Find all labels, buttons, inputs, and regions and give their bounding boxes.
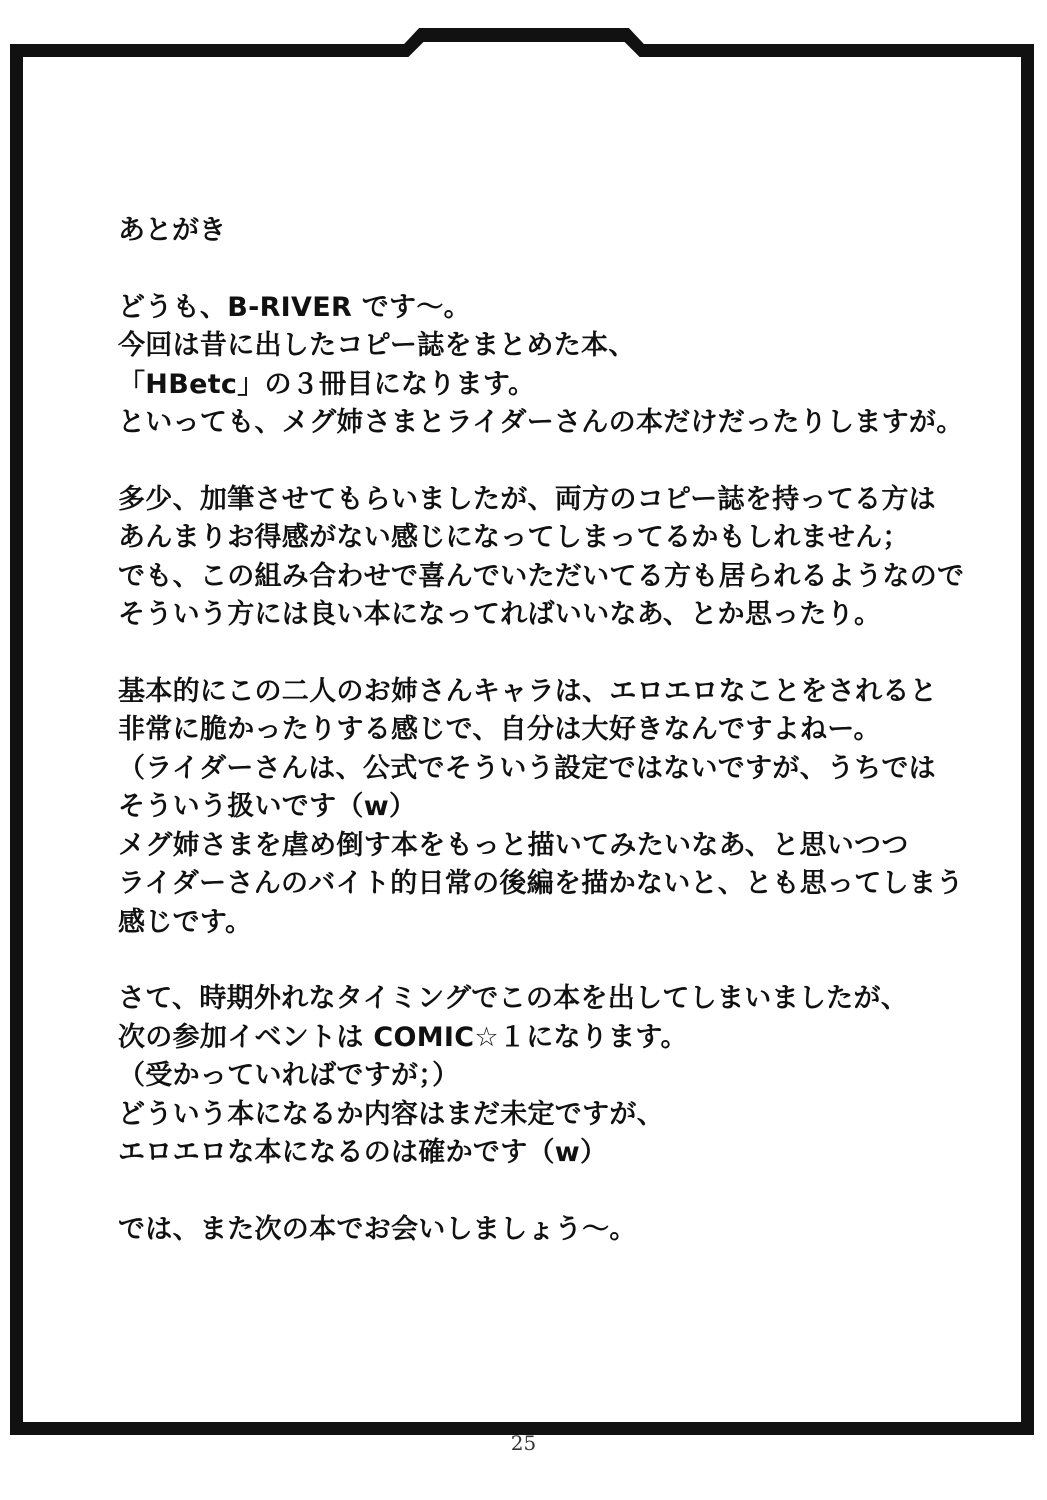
text-line: （ライダーさんは、公式でそういう設定ではないですが、うちでは <box>118 752 936 784</box>
paragraph-3 <box>118 673 978 943</box>
text-line: （受かっていればですが；） <box>118 1060 460 1091</box>
text-line: 多少、加筆させてもらいましたが、両方のコピー誌を持ってる方は <box>118 483 936 515</box>
text-line: ライダーさんのバイト的日常の後編を描かないと、とも思ってしまう <box>118 868 964 899</box>
paragraph-2 <box>118 481 978 635</box>
text-line: そういう扱いです（w） <box>118 791 417 822</box>
text-line: そういう方には良い本になってればいいなあ、とか思ったり。 <box>118 599 882 630</box>
text-line: さて、時期外れなタイミングでこの本を出してしまいましたが、 <box>118 983 909 1014</box>
paragraph-5 <box>118 1211 978 1250</box>
text-line: どういう本になるか内容はまだ未定ですが、 <box>118 1098 664 1130</box>
text-line: でも、この組み合わせで喜んでいただいてる方も居られるようなので <box>118 560 965 592</box>
paragraph-4 <box>118 980 978 1173</box>
text-line: 非常に脆かったりする感じで、自分は大好きなんですよねー。 <box>118 714 881 745</box>
text-line: 今回は昔に出したコピー誌をまとめた本、 <box>118 330 636 361</box>
text-line: といっても、メグ姉さまとライダーさんの本だけだったりしますが。 <box>118 407 964 438</box>
frame-band-left <box>12 48 22 1431</box>
afterword-text-block <box>118 212 978 1287</box>
paragraph-1 <box>118 289 978 443</box>
text-line: 感じです。 <box>118 906 253 938</box>
afterword-heading: あとがき <box>118 215 226 246</box>
frame-band-top <box>12 30 1032 56</box>
text-line: 「HBetc」の３冊目になります。 <box>118 368 536 400</box>
text-line: どうも、B-RIVER です～。 <box>118 291 471 323</box>
text-line: 基本的にこの二人のお姉さんキャラは、エロエロなことをされると <box>118 675 937 707</box>
text-line: 次の参加イベントは COMIC☆１になります。 <box>118 1021 688 1053</box>
text-line: メグ姉さまを虐め倒す本をもっと描いてみたいなあ、と思いつつ <box>118 829 909 861</box>
page-number: 25 <box>510 1431 537 1455</box>
text-line: エロエロな本になるのは確かです（w） <box>118 1137 608 1168</box>
text-line: では、また次の本でお会いしましょう～。 <box>118 1213 637 1245</box>
frame-band-right <box>1022 48 1032 1431</box>
text-line: あんまりお得感がない感じになってしまってるかもしれません； <box>118 522 910 553</box>
